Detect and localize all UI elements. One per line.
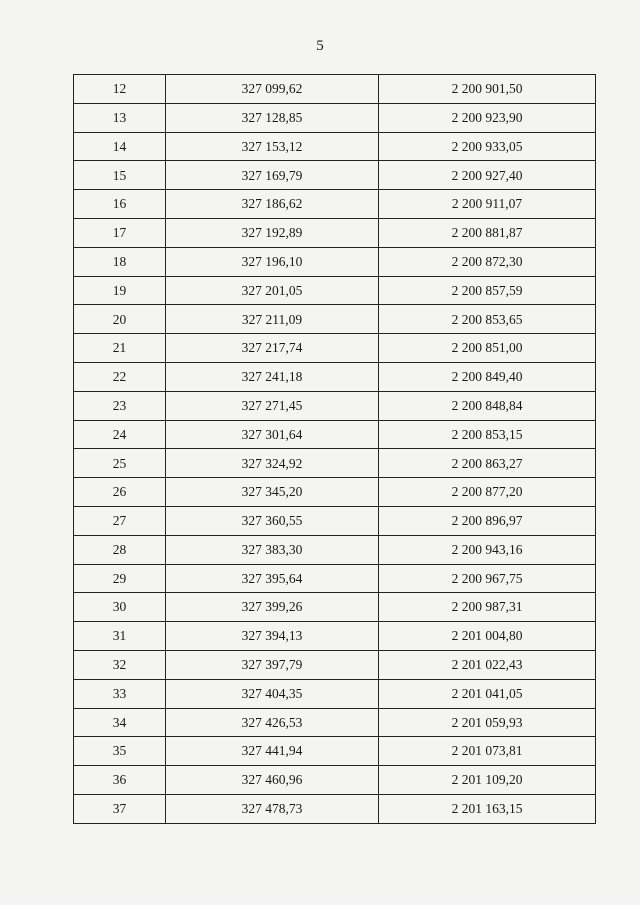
x-coordinate-cell: 327 404,35 bbox=[166, 679, 379, 708]
y-coordinate-cell: 2 200 849,40 bbox=[379, 362, 596, 391]
table-row bbox=[74, 449, 596, 478]
point-number-cell: 37 bbox=[74, 794, 166, 823]
table-row bbox=[74, 593, 596, 622]
table-row bbox=[74, 218, 596, 247]
y-coordinate-cell: 2 200 923,90 bbox=[379, 103, 596, 132]
table-row bbox=[74, 247, 596, 276]
x-coordinate-cell: 327 345,20 bbox=[166, 478, 379, 507]
x-coordinate-cell: 327 441,94 bbox=[166, 737, 379, 766]
x-coordinate-cell: 327 211,09 bbox=[166, 305, 379, 334]
coordinates-table-body bbox=[74, 75, 596, 824]
y-coordinate-cell: 2 200 857,59 bbox=[379, 276, 596, 305]
y-coordinate-cell: 2 201 004,80 bbox=[379, 622, 596, 651]
y-coordinate-cell: 2 200 927,40 bbox=[379, 161, 596, 190]
table-row bbox=[74, 708, 596, 737]
table-row bbox=[74, 132, 596, 161]
x-coordinate-cell: 327 397,79 bbox=[166, 650, 379, 679]
x-coordinate-cell: 327 426,53 bbox=[166, 708, 379, 737]
table-row bbox=[74, 420, 596, 449]
table-row bbox=[74, 391, 596, 420]
table-row bbox=[74, 506, 596, 535]
y-coordinate-cell: 2 200 851,00 bbox=[379, 334, 596, 363]
point-number-cell: 23 bbox=[74, 391, 166, 420]
point-number-cell: 35 bbox=[74, 737, 166, 766]
table-row bbox=[74, 334, 596, 363]
x-coordinate-cell: 327 201,05 bbox=[166, 276, 379, 305]
y-coordinate-cell: 2 201 041,05 bbox=[379, 679, 596, 708]
x-coordinate-cell: 327 460,96 bbox=[166, 766, 379, 795]
point-number-cell: 17 bbox=[74, 218, 166, 247]
table-row bbox=[74, 75, 596, 104]
table-row bbox=[74, 737, 596, 766]
y-coordinate-cell: 2 200 881,87 bbox=[379, 218, 596, 247]
x-coordinate-cell: 327 271,45 bbox=[166, 391, 379, 420]
point-number-cell: 19 bbox=[74, 276, 166, 305]
table-row bbox=[74, 766, 596, 795]
y-coordinate-cell: 2 201 022,43 bbox=[379, 650, 596, 679]
point-number-cell: 15 bbox=[74, 161, 166, 190]
point-number-cell: 24 bbox=[74, 420, 166, 449]
table-row bbox=[74, 190, 596, 219]
x-coordinate-cell: 327 301,64 bbox=[166, 420, 379, 449]
y-coordinate-cell: 2 200 853,65 bbox=[379, 305, 596, 334]
point-number-cell: 36 bbox=[74, 766, 166, 795]
y-coordinate-cell: 2 200 911,07 bbox=[379, 190, 596, 219]
y-coordinate-cell: 2 201 059,93 bbox=[379, 708, 596, 737]
y-coordinate-cell: 2 200 848,84 bbox=[379, 391, 596, 420]
table-row bbox=[74, 794, 596, 823]
table-row bbox=[74, 276, 596, 305]
table-row bbox=[74, 362, 596, 391]
table-row bbox=[74, 161, 596, 190]
y-coordinate-cell: 2 200 872,30 bbox=[379, 247, 596, 276]
point-number-cell: 16 bbox=[74, 190, 166, 219]
x-coordinate-cell: 327 394,13 bbox=[166, 622, 379, 651]
y-coordinate-cell: 2 200 933,05 bbox=[379, 132, 596, 161]
y-coordinate-cell: 2 200 877,20 bbox=[379, 478, 596, 507]
table-row bbox=[74, 305, 596, 334]
x-coordinate-cell: 327 324,92 bbox=[166, 449, 379, 478]
point-number-cell: 14 bbox=[74, 132, 166, 161]
table-row bbox=[74, 622, 596, 651]
point-number-cell: 18 bbox=[74, 247, 166, 276]
x-coordinate-cell: 327 186,62 bbox=[166, 190, 379, 219]
x-coordinate-cell: 327 217,74 bbox=[166, 334, 379, 363]
x-coordinate-cell: 327 099,62 bbox=[166, 75, 379, 104]
x-coordinate-cell: 327 153,12 bbox=[166, 132, 379, 161]
y-coordinate-cell: 2 201 163,15 bbox=[379, 794, 596, 823]
point-number-cell: 12 bbox=[74, 75, 166, 104]
y-coordinate-cell: 2 200 967,75 bbox=[379, 564, 596, 593]
x-coordinate-cell: 327 196,10 bbox=[166, 247, 379, 276]
y-coordinate-cell: 2 200 863,27 bbox=[379, 449, 596, 478]
point-number-cell: 31 bbox=[74, 622, 166, 651]
coordinates-table bbox=[73, 74, 596, 824]
table-row bbox=[74, 564, 596, 593]
point-number-cell: 26 bbox=[74, 478, 166, 507]
point-number-cell: 30 bbox=[74, 593, 166, 622]
y-coordinate-cell: 2 200 853,15 bbox=[379, 420, 596, 449]
y-coordinate-cell: 2 201 109,20 bbox=[379, 766, 596, 795]
point-number-cell: 33 bbox=[74, 679, 166, 708]
y-coordinate-cell: 2 200 901,50 bbox=[379, 75, 596, 104]
point-number-cell: 32 bbox=[74, 650, 166, 679]
x-coordinate-cell: 327 395,64 bbox=[166, 564, 379, 593]
table-row bbox=[74, 650, 596, 679]
table-row bbox=[74, 478, 596, 507]
point-number-cell: 13 bbox=[74, 103, 166, 132]
point-number-cell: 29 bbox=[74, 564, 166, 593]
x-coordinate-cell: 327 241,18 bbox=[166, 362, 379, 391]
y-coordinate-cell: 2 200 943,16 bbox=[379, 535, 596, 564]
y-coordinate-cell: 2 201 073,81 bbox=[379, 737, 596, 766]
page-number: 5 bbox=[316, 38, 324, 54]
x-coordinate-cell: 327 128,85 bbox=[166, 103, 379, 132]
x-coordinate-cell: 327 383,30 bbox=[166, 535, 379, 564]
table-row bbox=[74, 679, 596, 708]
x-coordinate-cell: 327 192,89 bbox=[166, 218, 379, 247]
y-coordinate-cell: 2 200 896,97 bbox=[379, 506, 596, 535]
x-coordinate-cell: 327 360,55 bbox=[166, 506, 379, 535]
point-number-cell: 25 bbox=[74, 449, 166, 478]
table-row bbox=[74, 103, 596, 132]
point-number-cell: 34 bbox=[74, 708, 166, 737]
x-coordinate-cell: 327 478,73 bbox=[166, 794, 379, 823]
point-number-cell: 28 bbox=[74, 535, 166, 564]
point-number-cell: 27 bbox=[74, 506, 166, 535]
y-coordinate-cell: 2 200 987,31 bbox=[379, 593, 596, 622]
point-number-cell: 22 bbox=[74, 362, 166, 391]
x-coordinate-cell: 327 399,26 bbox=[166, 593, 379, 622]
x-coordinate-cell: 327 169,79 bbox=[166, 161, 379, 190]
point-number-cell: 21 bbox=[74, 334, 166, 363]
table-row bbox=[74, 535, 596, 564]
point-number-cell: 20 bbox=[74, 305, 166, 334]
